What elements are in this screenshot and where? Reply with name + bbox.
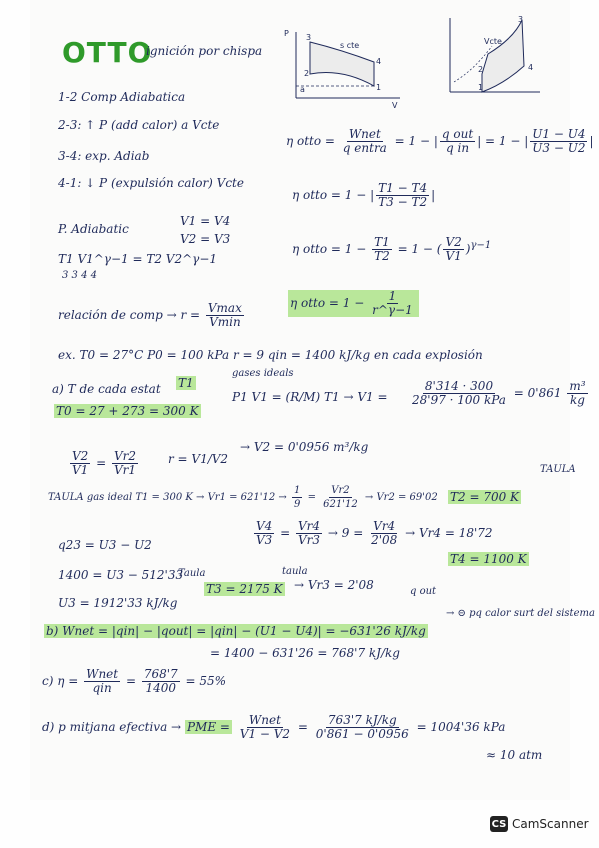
pv-state-3: 3 <box>306 33 312 42</box>
taula-2: taula <box>282 566 308 577</box>
v1-result: $\frac{8'314 \cdot 300}{\text{28'97 · 100 kPa}}$ = 0'861 $\frac{\text{m³}}{kg}$ <box>412 379 586 407</box>
pv-dashed-label: a <box>300 85 305 94</box>
taula-label: TAULA <box>540 464 576 475</box>
eta-eq-2: η otto = 1 − | $\frac{T1 - T4}{T3 - T2}$ | <box>292 181 436 209</box>
eta-eq-3: η otto = 1 − $\frac{T1}{T2}$ = 1 − ( $\frac{V2}{V1}$ )$^{\gamma-1}$ <box>292 235 492 263</box>
table-lookup-1: TAULA gas ideal T1 = 300 K → Vr1 = 621'12 → $\frac{1}{9}$ = $\frac{Vr2}{621'12}$ → Vr2 = 69'02 <box>48 485 438 510</box>
eta-eq-1: η otto = $\frac{\text{Wnet}}{\text{q entra}}$ = 1 − | $\frac{\text{q out}}{\text{q in}}$ | = 1 − | $\frac{U1 - U4}{U3 - U2}$ | <box>286 127 594 155</box>
t4-result: T4 = 1100 K <box>450 552 527 566</box>
compression-ratio: relación de comp → r = $\frac{Vmax}{Vmin}$ <box>58 301 242 329</box>
v2-result: → V2 = 0'0956 m³/kg <box>240 440 369 454</box>
adiabatic-equation: T1 V1^γ−1 = T2 V2^γ−1 <box>58 252 218 266</box>
vr3-result: → Vr3 = 2'08 <box>294 578 374 592</box>
pv-curve-label: s cte <box>340 41 360 50</box>
tv-state-1: 1 <box>478 83 484 92</box>
t2-result: T2 = 700 K <box>450 490 520 504</box>
t1-tag: T1 <box>178 376 194 390</box>
eta-eq-4: η otto = 1 − $\frac{1}{r\^{}\gamma-1}$ <box>288 290 419 317</box>
part-d-approx: ≈ 10 atm <box>486 748 543 762</box>
part-d-pme: d) p mitjana efectiva → PME = $\frac{\text{Wnet}}{V1 - V2}$ = $\frac{763'7 kJ/kg}{0'861 - 0'0956}$ = 1004'36 kPa <box>42 713 506 741</box>
pv-state-4: 4 <box>376 57 382 66</box>
tv-diagram <box>444 14 544 96</box>
u3-result: U3 = 1912'33 kJ/kg <box>58 596 178 610</box>
q-out-label: q out <box>410 586 437 597</box>
pv-state-2: 2 <box>304 69 310 78</box>
t0-calc: T0 = 27 + 273 = 300 K <box>56 404 199 418</box>
volume-ratio-2: $\frac{V4}{V3}$ = $\frac{Vr4}{Vr3}$ → 9 = $\frac{Vr4}{2'08}$ → Vr4 = 18'72 <box>256 519 493 547</box>
tv-curve-label: Vcte <box>484 37 502 46</box>
heat-eq-1: 1400 = U3 − 512'33 <box>58 568 184 582</box>
r-definition: r = V1/V2 <box>168 452 229 466</box>
camscanner-brand: CamScanner <box>512 817 589 831</box>
pv-axis-y: P <box>284 29 289 38</box>
adiabatic-subscripts: 3 3 4 4 <box>62 270 97 281</box>
example-statement: ex. T0 = 27°C P0 = 100 kPa r = 9 qin = 1400 kJ/kg en cada explosión <box>58 348 483 362</box>
t3-result: T3 = 2175 K <box>206 582 283 596</box>
process-4-1: 4-1: ↓ P (expulsión calor) Vcte <box>58 176 244 190</box>
camscanner-icon: CS <box>490 816 508 832</box>
part-a-label: a) T de cada estat <box>52 382 161 396</box>
part-c-efficiency: c) η = $\frac{\text{Wnet}}{\text{qin}}$ = $\frac{768'7}{1400}$ = 55% <box>42 667 227 695</box>
part-b-result: = 1400 − 631'26 = 768'7 kJ/kg <box>210 646 400 660</box>
taula-1: Taula <box>178 568 206 579</box>
page-title: OTTO <box>62 36 153 69</box>
part-b-note: → ⊝ pq calor surt del sistema <box>446 608 595 619</box>
tv-state-4: 4 <box>528 63 534 72</box>
process-1-2: 1-2 Comp Adiabatica <box>58 90 186 104</box>
q23-eq: q23 = U3 − U2 <box>58 538 152 552</box>
pv-axis-x: V <box>392 101 398 110</box>
part-b-wnet: b) Wnet = |qin| − |qout| = |qin| − (U1 − U4)| = −631'26 kJ/kg <box>46 624 426 638</box>
volume-ratio: $\frac{V2}{V1}$ = $\frac{Vr2}{Vr1}$ <box>72 449 137 477</box>
ideal-gas-eq: P1 V1 = (R/M) T1 → V1 = <box>232 390 388 404</box>
process-3-4: 3-4: exp. Adiab <box>58 149 150 163</box>
process-2-3: 2-3: ↑ P (add calor) a Vcte <box>58 118 220 132</box>
adiabatic-v-rel-1: V1 = V4 <box>180 214 231 228</box>
pv-diagram <box>282 28 407 110</box>
tv-state-2: 2 <box>478 65 484 74</box>
pv-state-1: 1 <box>376 83 382 92</box>
adiabatic-v-rel-2: V2 = V3 <box>180 232 231 246</box>
adiabatic-label: P. Adiabatic <box>58 222 129 236</box>
tv-state-3: 3 <box>518 15 524 24</box>
gases-ideals: gases ideals <box>232 368 294 379</box>
camscanner-watermark <box>490 816 589 832</box>
subtitle: ignición por chispa <box>146 44 263 58</box>
